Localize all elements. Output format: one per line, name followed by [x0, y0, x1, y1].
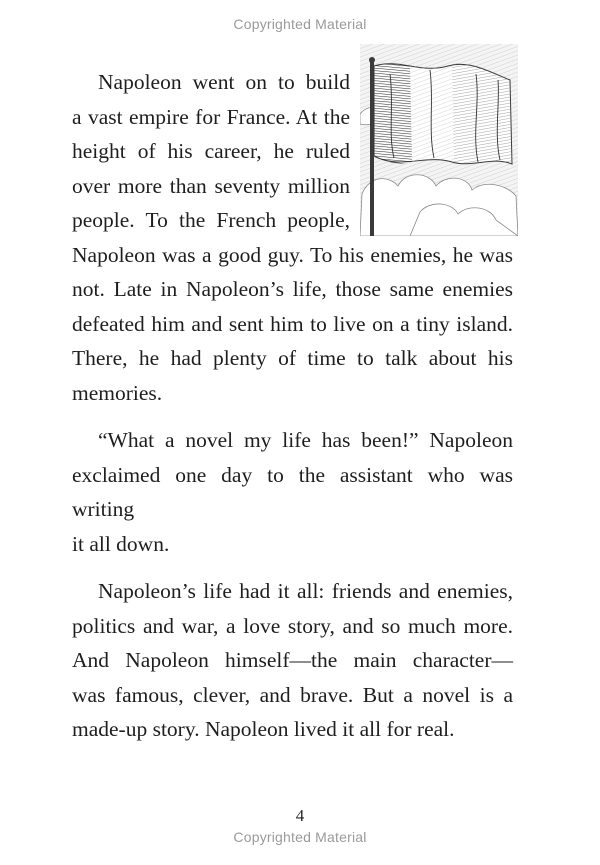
text-line: over more than seventy million: [72, 173, 350, 198]
text-line: height of his career, he ruled: [72, 139, 350, 163]
text-line: “What a novel my life has been!” Napoleon: [98, 428, 513, 452]
paragraph-2: [72, 423, 513, 561]
page-number: 4: [295, 806, 305, 825]
copyright-watermark-bottom: Copyrighted Material: [233, 829, 367, 845]
text-line: Napoleon was a good guy. To his enemies, he was: [72, 242, 513, 267]
text-line: Napoleon went on to build: [98, 70, 350, 94]
text-line: a vast empire for France. At the: [72, 104, 350, 129]
copyright-watermark-top: Copyrighted Material: [233, 16, 367, 32]
paragraph-1: [72, 65, 513, 410]
paragraph-3: [72, 574, 513, 747]
text-line: made-up story. Napoleon lived it all for real.: [72, 717, 455, 741]
text-line: memories.: [72, 380, 163, 405]
text-line: defeated him and sent him to live on a tiny island.: [72, 311, 513, 336]
text-line: There, he had plenty of time to talk about his: [72, 346, 513, 370]
body-text: [72, 65, 513, 760]
text-line: people. To the French people,: [72, 208, 350, 232]
text-line: it all down.: [72, 531, 170, 556]
text-line: not. Late in Napoleon’s life, those same enemies: [72, 277, 513, 301]
text-line: Napoleon’s life had it all: friends and enemies,: [98, 579, 513, 603]
text-line: politics and war, a love story, and so much more.: [72, 613, 513, 638]
text-line: And Napoleon himself—the main character—: [72, 648, 513, 672]
text-line: was famous, clever, and brave. But a novel is a: [72, 682, 513, 707]
text-line: exclaimed one day to the assistant who was writing: [72, 462, 513, 521]
